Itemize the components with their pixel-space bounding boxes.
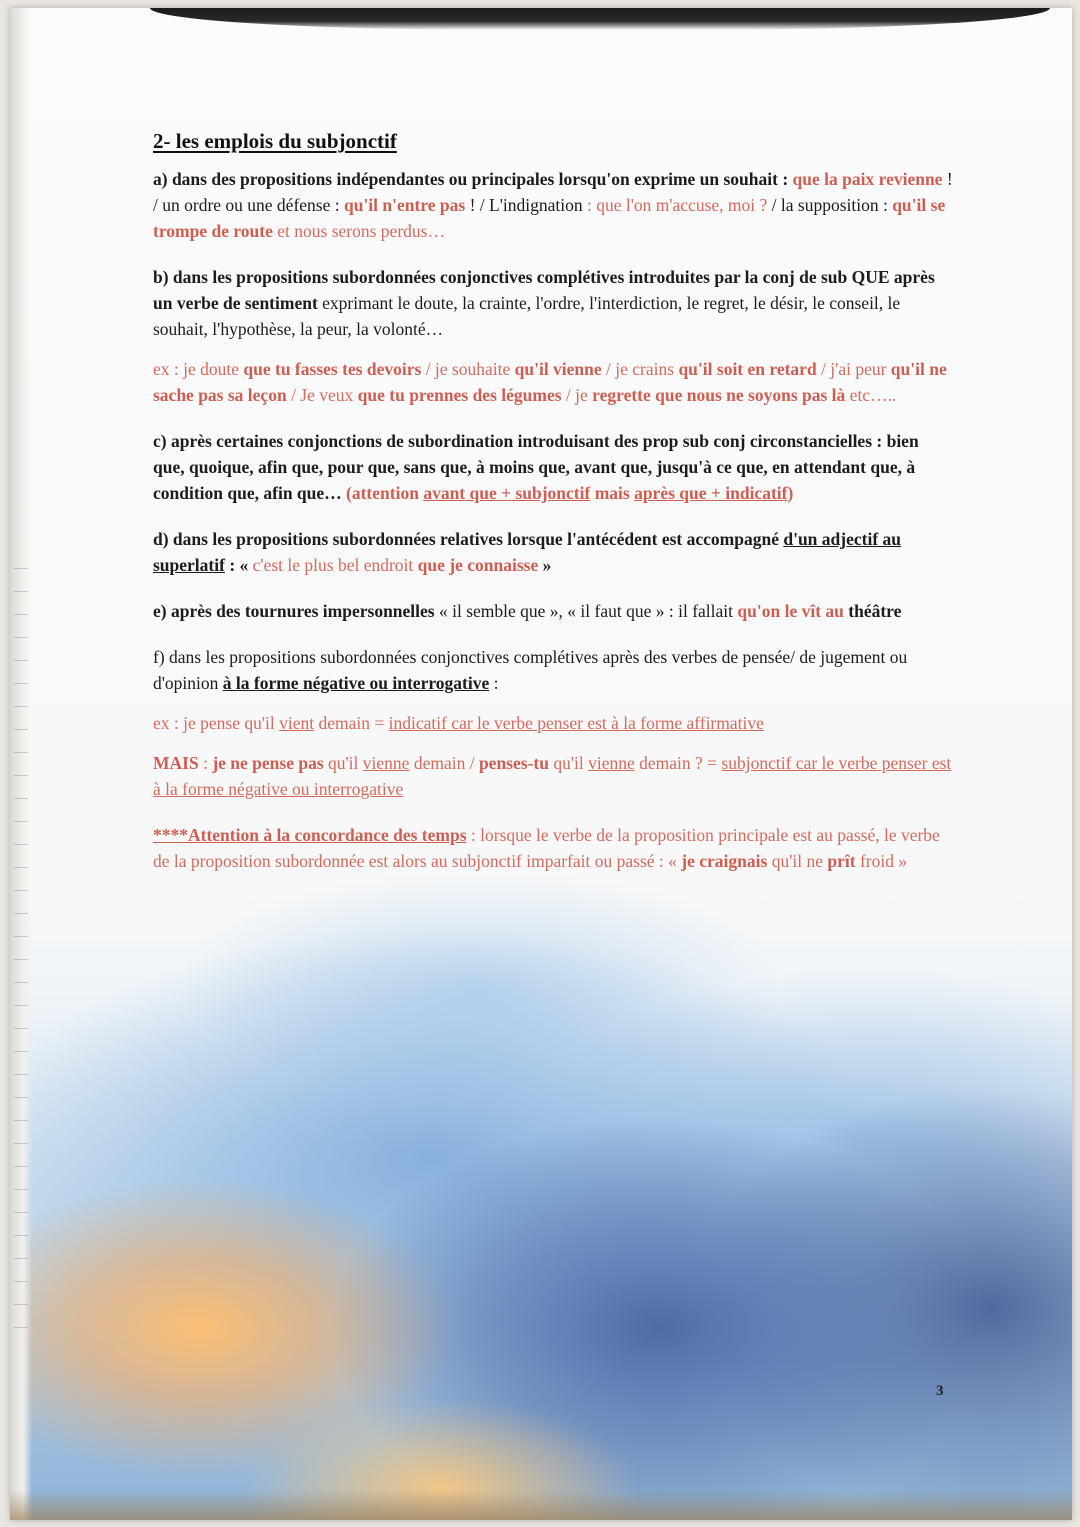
a-order-text: ! / un ordre ou une défense : bbox=[153, 169, 953, 215]
b-ex-sub-5: que tu prennes des légumes bbox=[357, 385, 562, 405]
page-number: 3 bbox=[936, 1383, 944, 1399]
paragraph-b bbox=[153, 264, 953, 342]
a-indignation-text: ! / L'indignation bbox=[465, 195, 587, 215]
f-negative-form: à la forme négative ou interrogative bbox=[222, 673, 490, 693]
paragraph-b-examples bbox=[153, 356, 953, 408]
b-list: exprimant le doute, la crainte, l'ordre, l'interdiction, le regret, le désir, le conseil, le souhait, l'hypothèse, la peur, la volonté… bbox=[153, 293, 901, 339]
mais-label: MAIS bbox=[153, 753, 199, 773]
b-intro: b) dans les propositions subordonnées conjonctives complétives introduites par la conj de sub QUE après un verbe de sentiment bbox=[153, 267, 935, 313]
a-example-wish: que la paix revienne bbox=[792, 169, 943, 189]
b-ex-text-1: ex : je doute bbox=[153, 359, 244, 379]
b-ex-sub-4: qu'il ne sache pas sa leçon bbox=[153, 359, 947, 405]
b-ex-sub-2: qu'il vienne bbox=[514, 359, 602, 379]
a-example-supposition: qu'il se trompe de route bbox=[153, 195, 946, 241]
a-example-order: qu'il n'entre pas bbox=[343, 195, 466, 215]
attention-label: ****Attention à la concordance des temps bbox=[153, 825, 467, 845]
mais-subjonctif: subjonctif bbox=[721, 753, 792, 773]
attention-example-main: je craignais bbox=[681, 851, 768, 871]
mais-note: car le verbe penser est à la forme négative ou interrogative bbox=[153, 753, 952, 799]
mais-example bbox=[153, 750, 953, 802]
document-body bbox=[153, 128, 953, 894]
e-intro: e) après des tournures impersonnelles bbox=[153, 601, 435, 621]
a-example-indignation: : que l'on m'accuse, moi ? bbox=[586, 195, 768, 215]
f-intro: f) dans les propositions subordonnées conjonctives complétives après des verbes de pensée/ de jugement ou d'opinion bbox=[153, 647, 908, 693]
f-ex-text-2: demain = bbox=[314, 713, 389, 733]
mais-qu-il-1: qu'il bbox=[323, 753, 363, 773]
attention-text: : lorsque le verbe de la proposition principale est au passé, le verbe de la proposition subordonnée est alors au subjonctif imparfait ou passé : « bbox=[153, 825, 940, 871]
f-ex-note: indicatif car le verbe penser est à la forme affirmative bbox=[388, 713, 764, 733]
mais-neg: je ne pense pas bbox=[212, 753, 324, 773]
d-intro: d) dans les propositions subordonnées relatives lorsque l'antécédent est accompagné bbox=[153, 529, 784, 549]
b-ex-text-2: / je souhaite bbox=[421, 359, 515, 379]
mais-demain-2: demain ? = bbox=[634, 753, 722, 773]
d-example: c'est le plus bel endroit bbox=[252, 555, 418, 575]
paragraph-f bbox=[153, 644, 953, 696]
mais-vienne-1: vienne bbox=[362, 753, 410, 773]
mais-vienne-2: vienne bbox=[588, 753, 635, 773]
attention-example-mid: qu'il ne bbox=[767, 851, 828, 871]
attention-example-end: froid » bbox=[855, 851, 908, 871]
a-intro: a) dans des propositions indépendantes ou principales lorsqu'on exprime un souhait : bbox=[153, 169, 793, 189]
e-end: théâtre bbox=[843, 601, 902, 621]
photo-bottom-edge bbox=[10, 1490, 1072, 1520]
b-ex-text-3: / je crains bbox=[601, 359, 679, 379]
b-ex-sub-3: qu'il soit en retard bbox=[678, 359, 817, 379]
c-note-mais: mais bbox=[590, 483, 635, 503]
attention-example-verb: prît bbox=[827, 851, 856, 871]
b-ex-text-6: / je bbox=[561, 385, 593, 405]
mais-colon: : bbox=[198, 753, 213, 773]
f-ex-text-1: ex : je pense qu'il bbox=[153, 713, 280, 733]
f-example bbox=[153, 710, 953, 736]
c-intro: c) après certaines conjonctions de subordination introduisant des prop sub conj circonstancielles : bien que, quoique, afin que, pour que, sans que, à moins que, avant que, jusqu'à ce que, en attendant que, à condition que, afin que… bbox=[153, 431, 919, 503]
c-note-avant-que: avant que + subjonctif bbox=[423, 483, 591, 503]
c-note-open: (attention bbox=[346, 483, 424, 503]
c-note-apres-que: après que + indicatif bbox=[634, 483, 788, 503]
d-quote-close: » bbox=[538, 555, 552, 575]
paragraph-a bbox=[153, 166, 953, 244]
d-quote-open: : « bbox=[224, 555, 253, 575]
section-title: 2- les emplois du subjonctif bbox=[153, 129, 397, 153]
c-note-close: ) bbox=[787, 483, 794, 503]
mais-qu-il-2: qu'il bbox=[548, 753, 589, 773]
e-text: « il semble que », « il faut que » : il fallait bbox=[434, 601, 738, 621]
f-ex-verb: vient bbox=[279, 713, 315, 733]
d-example-sub: que je connaisse bbox=[417, 555, 539, 575]
d-superlatif: d'un adjectif au superlatif bbox=[153, 529, 902, 575]
paragraph-d bbox=[153, 526, 953, 578]
b-ex-text-7: etc….. bbox=[845, 385, 897, 405]
photo-top-shadow bbox=[150, 8, 1050, 30]
page-binding-lines bbox=[14, 568, 28, 1328]
f-colon: : bbox=[489, 673, 499, 693]
paragraph-e bbox=[153, 598, 953, 624]
b-ex-sub-1: que tu fasses tes devoirs bbox=[243, 359, 422, 379]
b-ex-sub-6: regrette que nous ne soyons pas là bbox=[592, 385, 846, 405]
document-page bbox=[10, 8, 1072, 1520]
a-example-end: et nous serons perdus… bbox=[272, 221, 445, 241]
mais-interrog: penses-tu bbox=[478, 753, 549, 773]
b-ex-text-4: / j'ai peur bbox=[816, 359, 891, 379]
a-supposition-text: / la supposition : bbox=[767, 195, 893, 215]
b-ex-text-5: / Je veux bbox=[286, 385, 358, 405]
paragraph-c bbox=[153, 428, 953, 506]
mais-demain-1: demain / bbox=[409, 753, 479, 773]
e-example: qu'on le vît au bbox=[737, 601, 844, 621]
attention-note bbox=[153, 822, 953, 874]
